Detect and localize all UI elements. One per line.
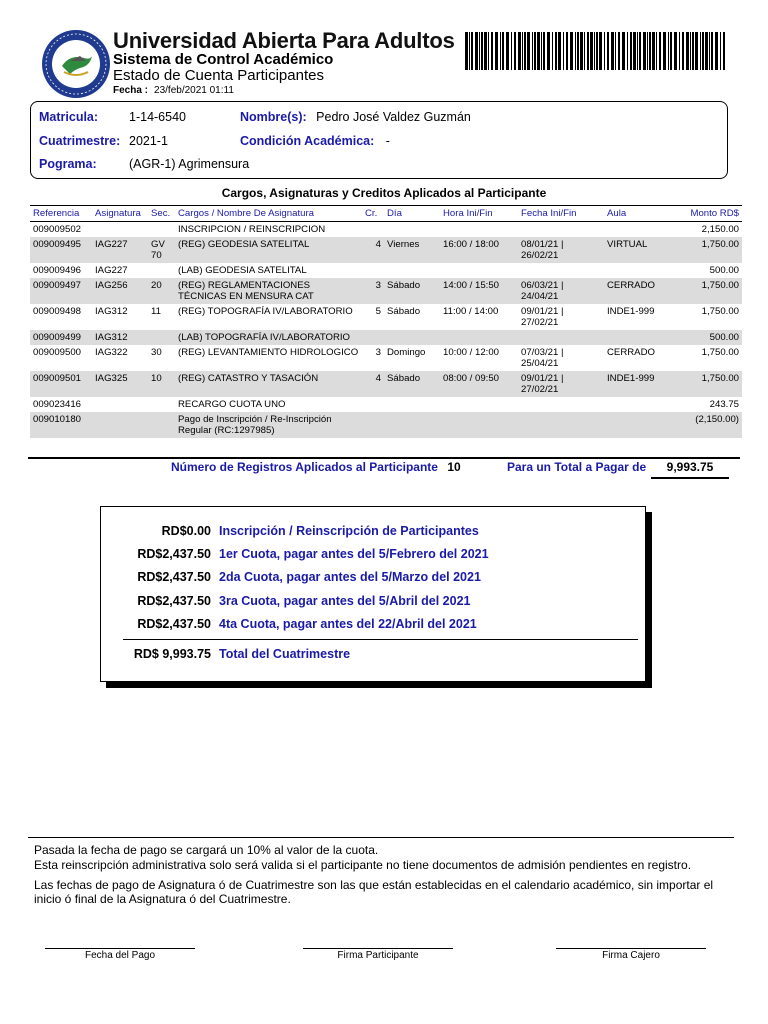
cell-cr: 3 — [362, 278, 384, 304]
nombre-label: Nombre(s): — [240, 110, 307, 124]
note-validity: Esta reinscripción administrativa solo será valida si el participante no tiene documentos de admisión pendientes en registro. — [34, 858, 692, 872]
matricula-row — [39, 110, 186, 124]
student-info-box — [30, 101, 728, 179]
cell-ref: 009009500 — [33, 347, 82, 358]
cell-aula — [604, 222, 662, 238]
payment-description: Inscripción / Reinscripción de Participantes — [219, 524, 479, 538]
cell-sec — [148, 330, 175, 345]
payment-amount: RD$2,437.50 — [137, 617, 211, 631]
cell-hora: 16:00 / 18:00 — [440, 237, 518, 263]
cell-dia — [384, 222, 440, 238]
cell-asig: IAG322 — [95, 347, 128, 358]
print-date — [113, 85, 455, 96]
charges-table — [30, 205, 742, 438]
total-pagar-value: 9,993.75 — [666, 460, 714, 474]
payment-amount: RD$2,437.50 — [137, 594, 211, 608]
cell-monto: 500.00 — [662, 330, 742, 345]
cell-dia — [384, 412, 440, 438]
document-title: Estado de Cuenta Participantes — [113, 67, 324, 84]
programa-label: Pograma: — [39, 157, 97, 171]
cell-fecha — [518, 263, 604, 278]
matricula-label: Matricula: — [39, 110, 99, 124]
cell-dia — [384, 330, 440, 345]
col-header: Asignatura — [92, 206, 148, 222]
cell-aula — [604, 397, 662, 412]
cell-name: (LAB) GEODESIA SATELITAL — [178, 265, 307, 276]
cell-cr — [362, 397, 384, 412]
payment-total-amount: RD$ 9,993.75 — [133, 647, 211, 661]
payment-amount: RD$2,437.50 — [137, 570, 211, 584]
cell-fecha: 06/03/21 | 24/04/21 — [518, 278, 604, 304]
cell-hora: 10:00 / 12:00 — [443, 347, 500, 358]
cell-dia: Viernes — [384, 237, 440, 263]
cell-hora — [440, 397, 518, 412]
table-row — [30, 330, 742, 345]
payment-description: 3ra Cuota, pagar antes del 5/Abril del 2021 — [219, 594, 471, 608]
cell-fecha: 09/01/21 | 27/02/21 — [521, 306, 564, 328]
cell-monto: (2,150.00) — [662, 412, 742, 438]
payment-divider — [123, 639, 638, 640]
cell-ref: 009009495 — [30, 237, 92, 263]
cell-sec — [148, 263, 175, 278]
table-row — [30, 397, 742, 412]
cell-asig: IAG312 — [95, 306, 128, 317]
note-dates: Las fechas de pago de Asignatura ó de Cuatrimestre son las que están establecidas en el calendario académico, sin importar el inicio ó final de la Asignatura ó del Cuatrimestre. — [34, 878, 714, 906]
cell-name: (REG) CATASTRO Y TASACIÓN — [175, 371, 362, 397]
cell-fecha — [518, 397, 604, 412]
table-row — [30, 222, 742, 238]
cell-ref: 009023416 — [33, 399, 82, 410]
cell-sec: GV 70 — [148, 237, 175, 263]
cell-sec — [148, 412, 175, 438]
cell-monto: 500.00 — [709, 265, 739, 276]
cell-name: (REG) TOPOGRAFÍA IV/LABORATORIO — [178, 306, 353, 317]
cell-monto: 1,750.00 — [662, 278, 742, 304]
cell-asig: IAG312 — [92, 330, 148, 345]
cell-dia: Sábado — [387, 306, 421, 317]
cell-asig: IAG227 — [95, 265, 128, 276]
payment-total-desc: Total del Cuatrimestre — [219, 647, 351, 661]
cell-cr — [362, 330, 384, 345]
cell-cr — [362, 412, 384, 438]
charges-title: Cargos, Asignaturas y Creditos Aplicados al Participante — [221, 186, 547, 200]
charges-header-row — [30, 206, 742, 222]
cell-ref: 009009499 — [30, 330, 92, 345]
col-header: Cr. — [362, 206, 384, 222]
table-row — [30, 278, 742, 304]
cell-sec: 30 — [151, 347, 162, 358]
col-header: Referencia — [30, 206, 92, 222]
footer-divider — [28, 837, 734, 838]
cuatrimestre-label: Cuatrimestre: — [39, 134, 121, 148]
cell-asig — [92, 222, 148, 238]
cell-monto: 2,150.00 — [701, 224, 739, 235]
cell-cr: 4 — [362, 371, 384, 397]
cell-hora: 11:00 / 14:00 — [443, 306, 499, 317]
total-underline — [651, 477, 729, 479]
condicion-label: Condición Académica: — [240, 134, 375, 148]
cell-monto: 243.75 — [709, 399, 739, 410]
cell-fecha — [518, 330, 604, 345]
cell-asig — [92, 397, 148, 412]
cell-ref: 009009498 — [33, 306, 82, 317]
cell-cr — [362, 222, 384, 238]
cell-asig: IAG256 — [92, 278, 148, 304]
programa-value: (AGR-1) Agrimensura — [129, 157, 250, 171]
cell-fecha: 07/03/21 | 25/04/21 — [521, 347, 564, 369]
total-pagar-label — [507, 460, 646, 474]
table-row — [30, 263, 742, 278]
cell-aula — [604, 412, 662, 438]
total-label: Para un Total a Pagar de — [507, 460, 647, 474]
cell-name: RECARGO CUOTA UNO — [178, 399, 286, 410]
nombre-row — [240, 110, 471, 124]
cell-cr: 3 — [375, 347, 381, 358]
cell-asig: IAG325 — [92, 371, 148, 397]
cell-hora: 08:00 / 09:50 — [440, 371, 518, 397]
cell-dia — [384, 263, 440, 278]
payment-amount: RD$0.00 — [161, 524, 211, 538]
payment-schedule-box — [100, 506, 646, 682]
table-row — [30, 371, 742, 397]
payment-description: 1er Cuota, pagar antes del 5/Febrero del 2021 — [219, 547, 489, 561]
cell-ref: 009010180 — [30, 412, 92, 438]
barcode-icon — [463, 32, 729, 70]
cell-aula — [604, 330, 662, 345]
col-header: Hora Ini/Fin — [440, 206, 518, 222]
cell-sec — [148, 397, 175, 412]
university-name: Universidad Abierta Para Adultos — [113, 28, 455, 53]
cell-hora — [440, 330, 518, 345]
table-row — [30, 304, 742, 330]
cell-aula — [604, 263, 662, 278]
col-header: Cargos / Nombre De Asignatura — [175, 206, 362, 222]
signature-participante: Firma Participante — [303, 948, 453, 961]
cell-hora: 14:00 / 15:50 — [440, 278, 518, 304]
registros-value: 10 — [447, 460, 461, 474]
note-late-fee: Pasada la fecha de pago se cargará un 10% al valor de la cuota. — [34, 843, 379, 857]
cell-monto: 1,750.00 — [701, 306, 739, 317]
footer-notes — [34, 843, 734, 910]
cell-ref: 009009502 — [33, 224, 82, 235]
print-date-label: Fecha : — [113, 85, 149, 96]
system-name: Sistema de Control Académico — [113, 51, 334, 68]
cell-fecha — [518, 412, 604, 438]
cell-name: INSCRIPCION / REINSCRIPCION — [178, 224, 326, 235]
cell-aula: CERRADO — [607, 347, 655, 358]
cell-dia: Domingo — [387, 347, 426, 358]
matricula-value: 1-14-6540 — [129, 110, 186, 124]
cell-hora — [440, 222, 518, 238]
cell-ref: 009009496 — [33, 265, 82, 276]
cell-name: (REG) GEODESIA SATELITAL — [175, 237, 362, 263]
cell-cr — [362, 263, 384, 278]
cell-aula: INDE1-999 — [604, 371, 662, 397]
col-header: Monto RD$ — [662, 206, 742, 222]
cell-name: (LAB) TOPOGRAFÍA IV/LABORATORIO — [175, 330, 362, 345]
cell-asig — [92, 412, 148, 438]
registros-total — [171, 460, 461, 474]
cell-asig: IAG227 — [92, 237, 148, 263]
cell-name: (REG) LEVANTAMIENTO HIDROLOGICO — [178, 347, 359, 358]
payment-description: 2da Cuota, pagar antes del 5/Marzo del 2021 — [219, 570, 481, 584]
cell-monto: 1,750.00 — [701, 347, 739, 358]
cell-sec: 10 — [148, 371, 175, 397]
cell-aula: INDE1-999 — [607, 306, 655, 317]
cell-monto: 1,750.00 — [662, 371, 742, 397]
charges-divider — [28, 457, 740, 459]
cell-aula: VIRTUAL — [604, 237, 662, 263]
table-row — [30, 345, 742, 371]
payment-amount: RD$2,437.50 — [137, 547, 211, 561]
signature-cajero: Firma Cajero — [556, 948, 706, 961]
cell-sec: 20 — [148, 278, 175, 304]
cell-sec: 11 — [151, 306, 161, 317]
cell-cr: 5 — [375, 306, 381, 317]
cell-ref: 009009501 — [30, 371, 92, 397]
payment-description: 4ta Cuota, pagar antes del 22/Abril del 2021 — [219, 617, 477, 631]
col-header: Aula — [604, 206, 662, 222]
cell-sec — [148, 222, 175, 238]
header — [113, 28, 455, 96]
col-header: Sec. — [148, 206, 175, 222]
condicion-value: - — [385, 134, 390, 148]
cuatrimestre-row — [39, 134, 168, 148]
print-date-value: 23/feb/2021 01:11 — [154, 85, 234, 96]
cuatrimestre-value: 2021-1 — [129, 134, 168, 148]
table-row — [30, 412, 742, 438]
cell-dia: Sábado — [384, 371, 440, 397]
table-row — [30, 237, 742, 263]
cell-dia — [384, 397, 440, 412]
cell-name: (REG) REGLAMENTACIONES TÉCNICAS EN MENSURA CAT — [175, 278, 362, 304]
registros-label: Número de Registros Aplicados al Participante — [171, 460, 438, 474]
cell-aula: CERRADO — [604, 278, 662, 304]
col-header: Día — [384, 206, 440, 222]
cell-monto: 1,750.00 — [662, 237, 742, 263]
signature-fecha-pago: Fecha del Pago — [45, 948, 195, 961]
cell-dia: Sábado — [384, 278, 440, 304]
cell-fecha — [518, 222, 604, 238]
nombre-value: Pedro José Valdez Guzmán — [316, 110, 471, 124]
university-seal-icon — [40, 28, 112, 100]
cell-hora — [440, 412, 518, 438]
cell-fecha: 09/01/21 | 27/02/21 — [518, 371, 604, 397]
cell-name: Pago de Inscripción / Re-Inscripción Regular (RC:1297985) — [175, 412, 362, 438]
cell-hora — [440, 263, 518, 278]
col-header: Fecha Ini/Fin — [518, 206, 604, 222]
programa-row — [39, 157, 250, 171]
cell-fecha: 08/01/21 | 26/02/21 — [518, 237, 604, 263]
cell-cr: 4 — [362, 237, 384, 263]
condicion-row — [240, 134, 390, 148]
cell-ref: 009009497 — [30, 278, 92, 304]
